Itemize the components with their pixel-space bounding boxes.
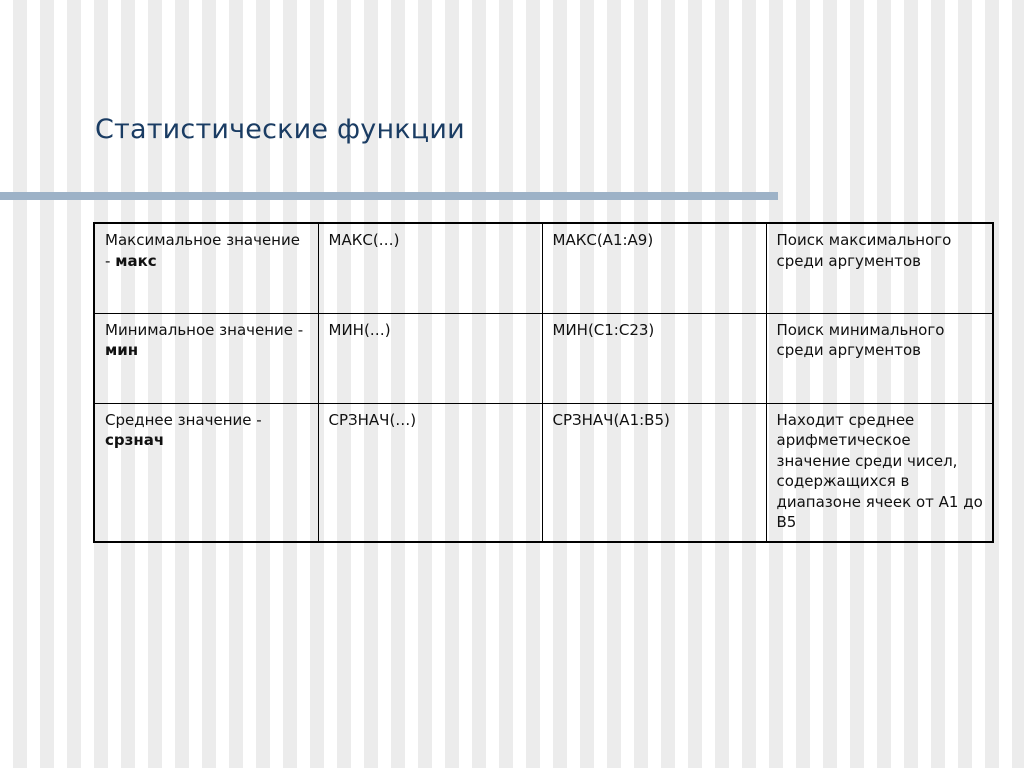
function-syntax-cell: СРЗНАЧ(…) [318,403,542,542]
table-row [94,313,993,403]
function-description-cell: Находит среднее арифметическое значение среди чисел, содержащихся в диапазоне ячеек от А1 до В5 [766,403,993,542]
table-row [94,223,993,313]
function-keyword: срзнач [105,431,165,449]
slide-title: Статистические функции [95,114,465,145]
function-name-cell [94,313,318,403]
function-name-text: Среднее значение - [105,410,262,429]
function-name-text: Минимальное значение - [105,320,304,339]
function-keyword: макс [115,251,157,270]
function-description-cell: Поиск минимального среди аргументов [766,313,993,403]
function-example-cell: МИН(С1:С23) [542,313,766,403]
title-divider [0,192,778,200]
table-row [94,403,993,542]
function-name-text: Максимальное значение - [105,231,300,270]
function-description-cell: Поиск максимального среди аргументов [766,223,993,313]
function-keyword: мин [105,341,139,359]
functions-table [93,222,994,543]
function-name-cell [94,223,318,313]
function-syntax-cell: МАКС(…) [318,223,542,313]
function-name-cell [94,403,318,542]
function-example-cell: СРЗНАЧ(А1:В5) [542,403,766,542]
function-syntax-cell: МИН(…) [318,313,542,403]
function-example-cell: МАКС(А1:А9) [542,223,766,313]
